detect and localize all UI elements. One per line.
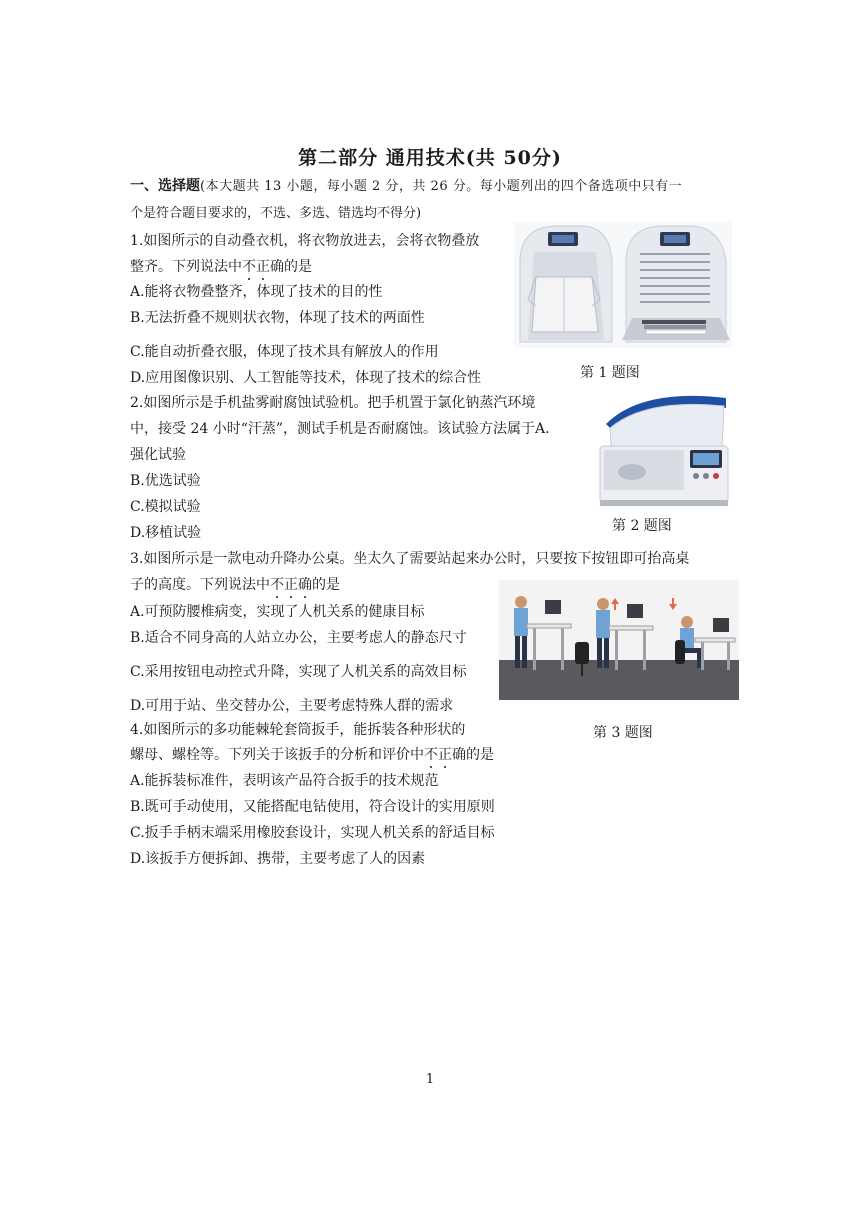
section-instructions-line2: 个是符合题目要求的，不选、多选、错选均不得分): [130, 206, 422, 221]
q2-option-c: C.模拟试验: [130, 499, 201, 515]
q1-figure-caption: 第 1 题图: [580, 365, 640, 381]
q4-stem-line1: 4.如图所示的多功能棘轮套筒扳手，能拆装各种形状的: [130, 722, 466, 738]
q1-option-d: D.应用图像识别、人工智能等技术，体现了技术的综合性: [130, 370, 482, 386]
q4-stem-text: 螺母、螺栓等。下列关于该扳手的分析和评价中: [130, 747, 424, 763]
q1-stem-line2: [130, 258, 312, 276]
q3-option-a: A.可预防腰椎病变，实现了人机关系的健康目标: [130, 604, 425, 620]
q4-option-a: A.能拆装标准件，表明该产品符合扳手的技术规范: [130, 773, 439, 789]
q1-folding-machine-image: [514, 222, 732, 348]
emphasis-char: 不: [242, 259, 256, 275]
emphasis-char: 不: [424, 747, 438, 763]
q4-stem-line2: [130, 746, 494, 764]
q3-option-c: C.采用按钮电动控式升降，实现了人机关系的高效目标: [130, 664, 467, 680]
emphasis-char: 确: [298, 577, 312, 593]
q1-option-a: A.能将衣物叠整齐，体现了技术的目的性: [130, 284, 383, 300]
q1-stem-text: 整齐。下列说法中: [130, 259, 242, 275]
q3-option-d: D.可用于站、坐交替办公，主要考虑特殊人群的需求: [130, 698, 454, 714]
emphasis-char: 正: [284, 577, 298, 593]
q4-option-d: D.该扳手方便拆卸、携带，主要考虑了人的因素: [130, 851, 426, 867]
emphasis-char: 不: [270, 577, 284, 593]
q4-option-b: B.既可手动使用，又能搭配电钻使用，符合设计的实用原则: [130, 799, 495, 815]
section-heading: 一、选择题: [130, 178, 200, 194]
emphasis-char: 正: [438, 747, 452, 763]
q3-stem-text: 子的高度。下列说法中: [130, 577, 270, 593]
q2-option-a: 强化试验: [130, 447, 186, 463]
q1-stem-char: 确: [270, 259, 284, 275]
q1-stem-line1: 1.如图所示的自动叠衣机，将衣物放进去，会将衣物叠放: [130, 233, 480, 249]
q2-figure-caption: 第 2 题图: [612, 518, 672, 534]
q3-stem-end: 的是: [312, 577, 340, 593]
emphasis-char: 正: [256, 259, 270, 275]
q2-option-d: D.移植试验: [130, 525, 202, 541]
page-title: 第二部分 通用技术(共 50分): [298, 147, 562, 169]
q3-figure-caption: 第 3 题图: [593, 725, 653, 741]
q3-stem-line2: [130, 576, 340, 594]
q4-stem-end: 的是: [466, 747, 494, 763]
section-instructions: (本大题共 13 小题，每小题 2 分，共 26 分。每小题列出的四个备选项中只有一: [200, 179, 683, 194]
q3-stem-line1: 3.如图所示是一款电动升降办公桌。坐太久了需要站起来办公时，只要按下按钮即可抬高桌: [130, 551, 690, 567]
q1-stem-end: 的是: [284, 259, 312, 275]
page-number: 1: [425, 1072, 435, 1087]
q2-stem-line2: 中，接受 24 小时“汗蒸”，测试手机是否耐腐蚀。该试验方法属于A.: [130, 421, 550, 437]
section-instructions-line1: [130, 177, 682, 196]
q4-option-c: C.扳手手柄末端采用橡胶套设计，实现人机关系的舒适目标: [130, 825, 495, 841]
q3-standing-desk-image: [499, 580, 739, 700]
q2-stem-line1: 2.如图所示是手机盐雾耐腐蚀试验机。把手机置于氯化钠蒸汽环境: [130, 395, 536, 411]
q4-stem-char: 确: [452, 747, 466, 763]
q2-salt-spray-machine-image: [592, 388, 732, 510]
q3-option-b: B.适合不同身高的人站立办公，主要考虑人的静态尺寸: [130, 630, 467, 646]
q1-option-b: B.无法折叠不规则状衣物，体现了技术的两面性: [130, 310, 425, 326]
q1-option-c: C.能自动折叠衣服，体现了技术具有解放人的作用: [130, 344, 439, 360]
q2-option-b: B.优选试验: [130, 473, 201, 489]
